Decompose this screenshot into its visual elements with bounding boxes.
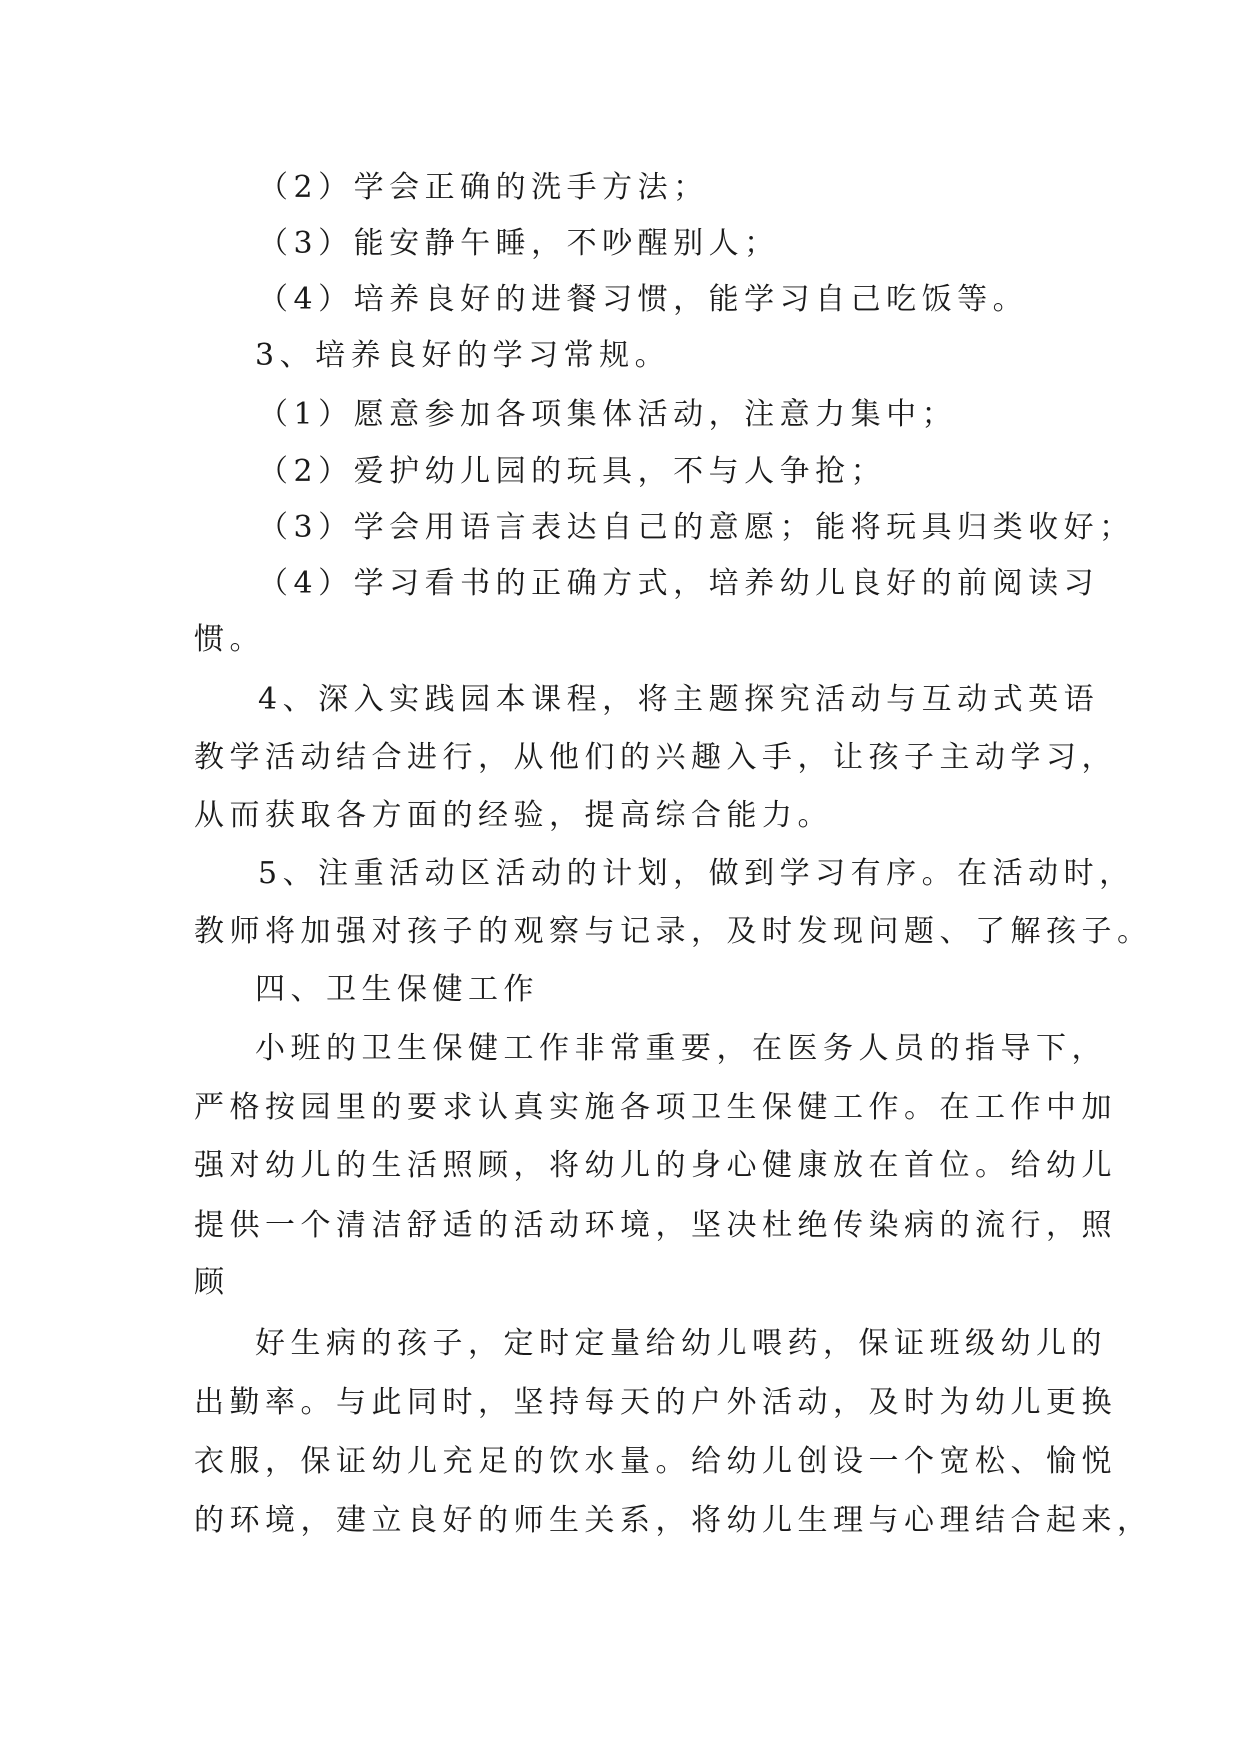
- paragraph-line: 教师将加强对孩子的观察与记录，及时发现问题、了解孩子。: [194, 914, 1153, 949]
- paragraph-line: 的环境，建立良好的师生关系，将幼儿生理与心理结合起来，: [194, 1503, 1153, 1538]
- list-item: （4）学习看书的正确方式，培养幼儿良好的前阅读习: [258, 566, 1100, 601]
- paragraph-line: 好生病的孩子，定时定量给幼儿喂药，保证班级幼儿的: [255, 1326, 1107, 1361]
- paragraph-line: 惯。: [194, 622, 265, 657]
- paragraph-line: 出勤率。与此同时，坚持每天的户外活动，及时为幼儿更换: [194, 1385, 1117, 1420]
- section-heading: 四、卫生保健工作: [255, 972, 539, 1007]
- paragraph-line: 小班的卫生保健工作非常重要，在医务人员的指导下，: [255, 1031, 1107, 1066]
- paragraph-line: 顾: [194, 1265, 230, 1300]
- paragraph-line: 严格按园里的要求认真实施各项卫生保健工作。在工作中加: [194, 1090, 1117, 1125]
- paragraph-line: 提供一个清洁舒适的活动环境，坚决杜绝传染病的流行，照: [194, 1208, 1117, 1243]
- list-item: （1）愿意参加各项集体活动，注意力集中；: [258, 397, 958, 432]
- paragraph-line: 从而获取各方面的经验，提高综合能力。: [194, 798, 833, 833]
- paragraph-line: 强对幼儿的生活照顾，将幼儿的身心健康放在首位。给幼儿: [194, 1148, 1117, 1183]
- list-item: （3）学会用语言表达自己的意愿；能将玩具归类收好；: [258, 510, 1135, 545]
- paragraph-line: 衣服，保证幼儿充足的饮水量。给幼儿创设一个宽松、愉悦: [194, 1444, 1117, 1479]
- list-item: （2）学会正确的洗手方法；: [258, 170, 709, 205]
- list-item: （2）爱护幼儿园的玩具，不与人争抢；: [258, 454, 887, 489]
- paragraph-line: 教学活动结合进行，从他们的兴趣入手，让孩子主动学习，: [194, 740, 1117, 775]
- list-item: （3）能安静午睡，不吵醒别人；: [258, 226, 780, 261]
- list-item: （4）培养良好的进餐习惯，能学习自己吃饭等。: [258, 282, 1029, 317]
- section-heading: 3、培养良好的学习常规。: [255, 338, 671, 373]
- paragraph-line: 5、注重活动区活动的计划，做到学习有序。在活动时，: [258, 856, 1135, 891]
- paragraph-line: 4、深入实践园本课程，将主题探究活动与互动式英语: [258, 682, 1100, 717]
